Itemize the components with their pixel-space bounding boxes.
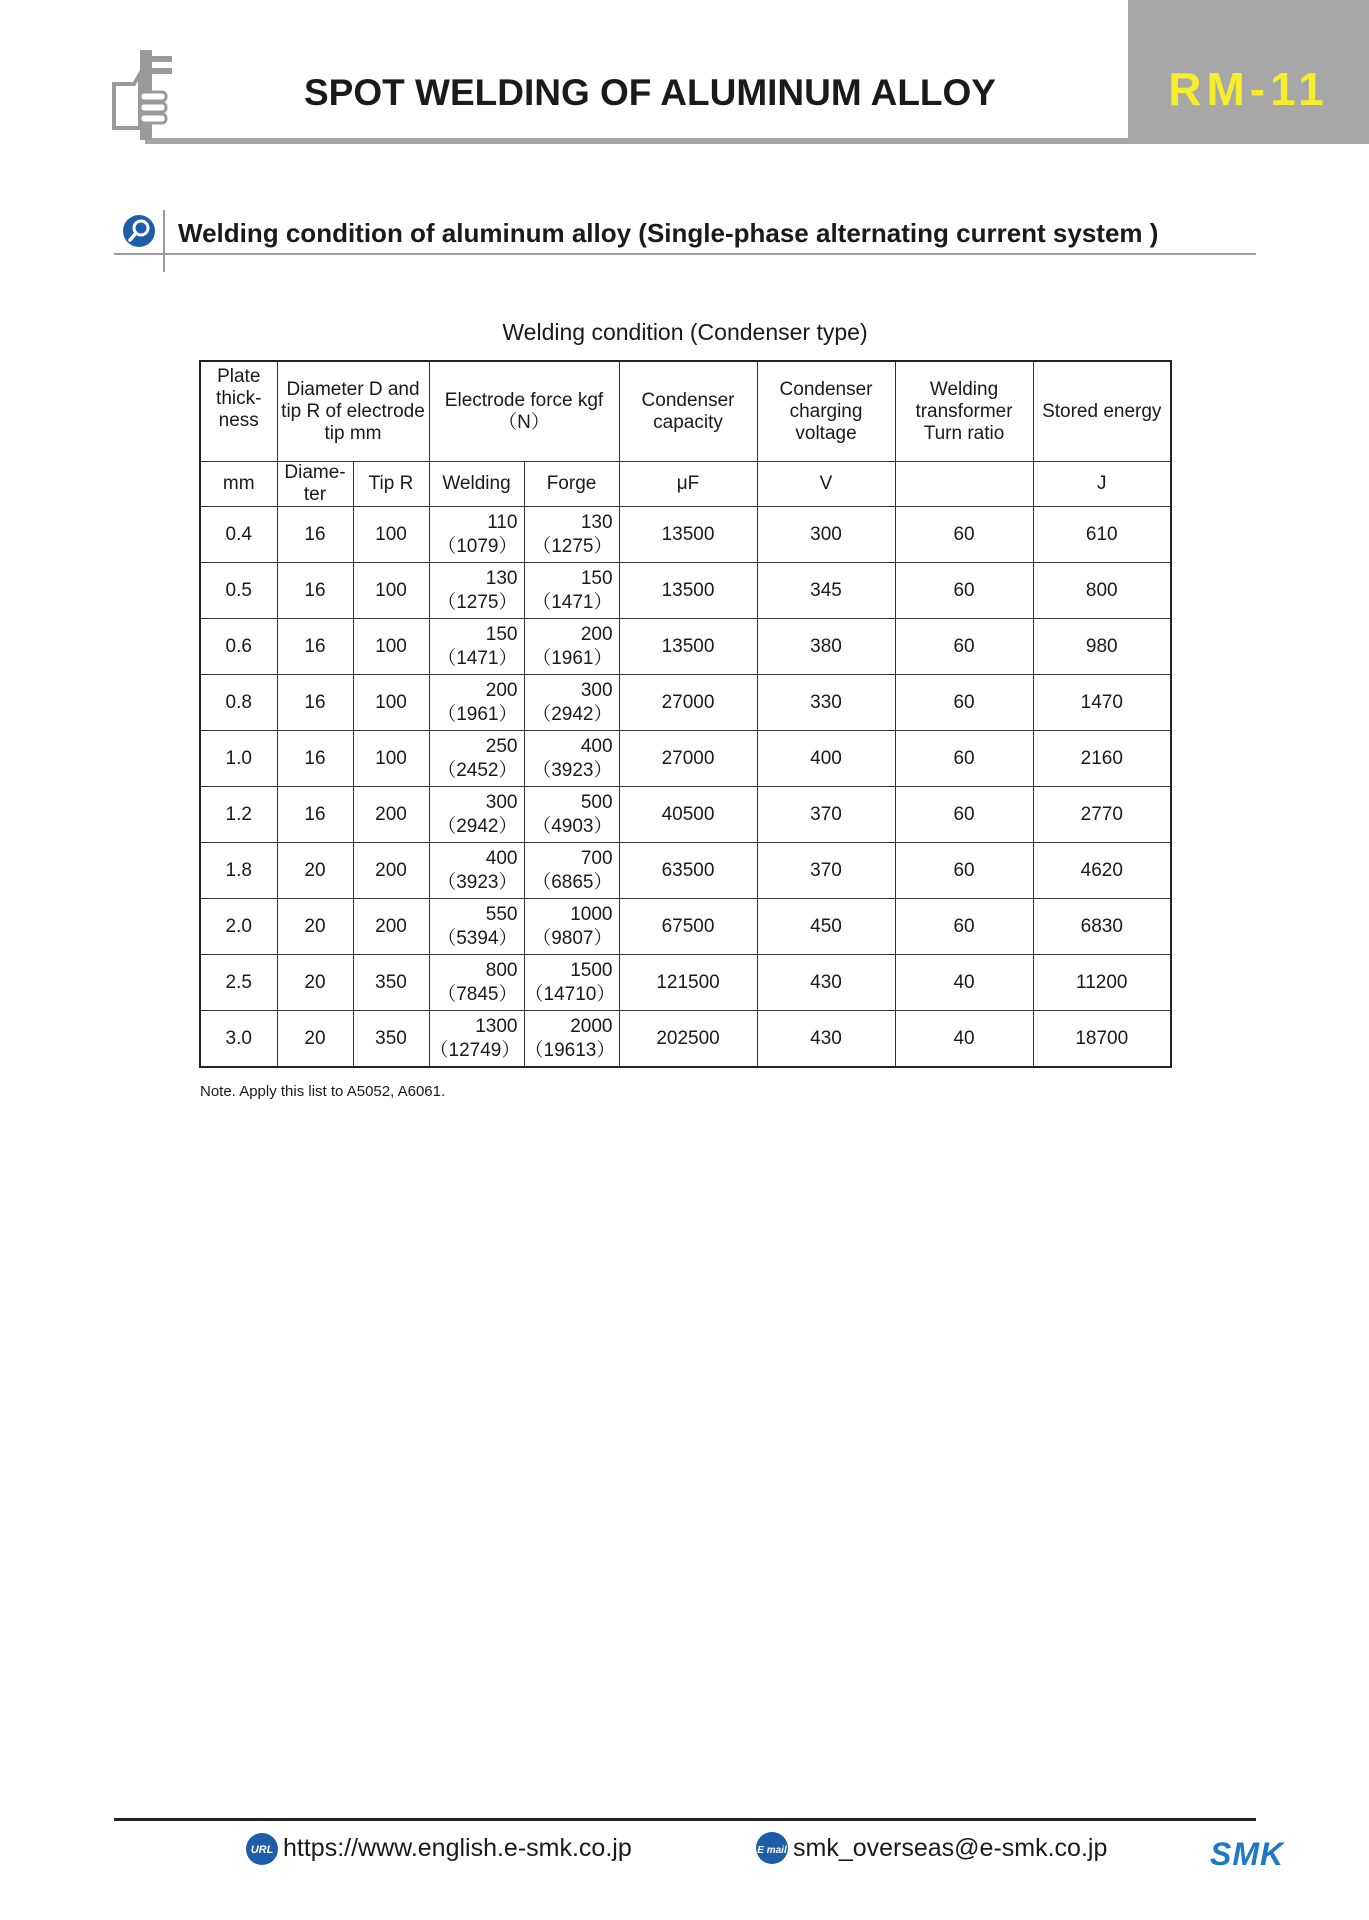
cell-capacity: 13500 xyxy=(619,619,757,675)
unit-plate: mm xyxy=(200,462,277,507)
cell-capacity: 121500 xyxy=(619,955,757,1011)
cell-energy: 11200 xyxy=(1033,955,1171,1011)
cell-forge-force-newton: （1961） xyxy=(532,647,613,669)
cell-forge-force-kgf: 400 xyxy=(580,735,613,757)
cell-forge-force-kgf: 300 xyxy=(580,679,613,701)
cell-forge-force-newton: （9807） xyxy=(532,927,613,949)
email-icon xyxy=(755,1830,789,1866)
footer-rule xyxy=(114,1818,1256,1821)
cell-welding-force-newton: （1471） xyxy=(437,647,518,669)
cell-forge-force-newton: （4903） xyxy=(532,815,613,837)
cell-thickness: 1.0 xyxy=(200,731,277,787)
cell-forge-force xyxy=(524,731,619,787)
cell-diameter: 16 xyxy=(277,787,353,843)
table-row xyxy=(200,675,1171,731)
col-condenser-capacity: Condenser capacity xyxy=(619,361,757,462)
cell-welding-force-newton: （12749） xyxy=(429,1039,521,1061)
cell-forge-force xyxy=(524,787,619,843)
cell-voltage: 300 xyxy=(757,507,895,563)
cell-tip-r: 350 xyxy=(353,955,429,1011)
cell-thickness: 1.2 xyxy=(200,787,277,843)
cell-forge-force xyxy=(524,507,619,563)
table-row xyxy=(200,619,1171,675)
cell-thickness: 0.4 xyxy=(200,507,277,563)
cell-forge-force-kgf: 1000 xyxy=(570,903,613,925)
cell-thickness: 1.8 xyxy=(200,843,277,899)
cell-diameter: 16 xyxy=(277,675,353,731)
cell-diameter: 16 xyxy=(277,619,353,675)
col-diameter-group: Diameter D and tip R of electrode tip mm xyxy=(277,361,429,462)
col-diameter: Diame- ter xyxy=(277,462,353,507)
cell-thickness: 0.6 xyxy=(200,619,277,675)
cell-forge-force-kgf: 200 xyxy=(580,623,613,645)
cell-capacity: 27000 xyxy=(619,675,757,731)
table-row xyxy=(200,563,1171,619)
cell-welding-force-newton: （1275） xyxy=(437,591,518,613)
cell-turn-ratio: 60 xyxy=(895,675,1033,731)
cell-forge-force-kgf: 1500 xyxy=(570,959,613,981)
mail-badge: E mail xyxy=(757,1845,787,1856)
cell-thickness: 3.0 xyxy=(200,1011,277,1068)
cell-forge-force-newton: （14710） xyxy=(524,983,616,1005)
cell-energy: 610 xyxy=(1033,507,1171,563)
cell-turn-ratio: 40 xyxy=(895,955,1033,1011)
cell-thickness: 0.5 xyxy=(200,563,277,619)
cell-voltage: 430 xyxy=(757,1011,895,1068)
table-row xyxy=(200,843,1171,899)
cell-capacity: 13500 xyxy=(619,563,757,619)
table-note: Note. Apply this list to A5052, A6061. xyxy=(200,1083,446,1100)
cell-welding-force xyxy=(429,675,524,731)
cell-capacity: 27000 xyxy=(619,731,757,787)
cell-turn-ratio: 60 xyxy=(895,843,1033,899)
section-divider-vertical xyxy=(163,210,165,272)
url-icon xyxy=(245,1832,279,1866)
cell-energy: 4620 xyxy=(1033,843,1171,899)
magnifier-icon xyxy=(122,214,156,248)
cell-welding-force-newton: （2942） xyxy=(437,815,518,837)
cell-forge-force-newton: （19613） xyxy=(524,1039,616,1061)
section-divider xyxy=(114,253,1256,255)
cell-welding-force xyxy=(429,1011,524,1068)
page-code: RM-11 xyxy=(1168,63,1329,115)
table-row xyxy=(200,731,1171,787)
table-row xyxy=(200,955,1171,1011)
cell-welding-force-kgf: 130 xyxy=(485,567,518,589)
unit-voltage: V xyxy=(757,462,895,507)
cell-capacity: 202500 xyxy=(619,1011,757,1068)
cell-turn-ratio: 60 xyxy=(895,619,1033,675)
cell-voltage: 330 xyxy=(757,675,895,731)
cell-welding-force xyxy=(429,563,524,619)
cell-welding-force xyxy=(429,787,524,843)
header-row-2 xyxy=(200,462,1171,507)
cell-tip-r: 100 xyxy=(353,619,429,675)
cell-turn-ratio: 40 xyxy=(895,1011,1033,1068)
cell-forge-force xyxy=(524,1011,619,1068)
cell-diameter: 16 xyxy=(277,563,353,619)
cell-forge-force-kgf: 700 xyxy=(580,847,613,869)
cell-voltage: 370 xyxy=(757,843,895,899)
cell-welding-force-kgf: 250 xyxy=(485,735,518,757)
url-badge: URL xyxy=(250,1844,274,1856)
cell-welding-force xyxy=(429,899,524,955)
col-stored-energy: Stored energy xyxy=(1033,361,1171,462)
footer-url-link[interactable]: https://www.english.e-smk.co.jp xyxy=(283,1834,632,1862)
cell-diameter: 20 xyxy=(277,955,353,1011)
cell-welding-force-newton: （1079） xyxy=(437,535,518,557)
cell-tip-r: 100 xyxy=(353,507,429,563)
cell-turn-ratio: 60 xyxy=(895,787,1033,843)
cell-forge-force xyxy=(524,955,619,1011)
table-row xyxy=(200,899,1171,955)
col-charging-voltage: Condenser charging voltage xyxy=(757,361,895,462)
cell-capacity: 63500 xyxy=(619,843,757,899)
table-caption: Welding condition (Condenser type) xyxy=(502,319,868,345)
cell-diameter: 16 xyxy=(277,731,353,787)
welding-condition-table xyxy=(199,360,1172,1068)
cell-voltage: 380 xyxy=(757,619,895,675)
cell-voltage: 400 xyxy=(757,731,895,787)
cell-energy: 6830 xyxy=(1033,899,1171,955)
cell-welding-force xyxy=(429,955,524,1011)
cell-welding-force xyxy=(429,619,524,675)
cell-forge-force-kgf: 150 xyxy=(580,567,613,589)
cell-thickness: 2.0 xyxy=(200,899,277,955)
cell-tip-r: 200 xyxy=(353,787,429,843)
cell-forge-force xyxy=(524,619,619,675)
cell-diameter: 20 xyxy=(277,843,353,899)
cell-welding-force-newton: （1961） xyxy=(437,703,518,725)
cell-energy: 2770 xyxy=(1033,787,1171,843)
cell-tip-r: 100 xyxy=(353,731,429,787)
cell-capacity: 67500 xyxy=(619,899,757,955)
cell-forge-force xyxy=(524,843,619,899)
cell-diameter: 16 xyxy=(277,507,353,563)
cell-welding-force-newton: （5394） xyxy=(437,927,518,949)
cell-tip-r: 200 xyxy=(353,843,429,899)
cell-welding-force xyxy=(429,843,524,899)
cell-welding-force-kgf: 800 xyxy=(485,959,518,981)
cell-turn-ratio: 60 xyxy=(895,563,1033,619)
cell-welding-force-kgf: 150 xyxy=(485,623,518,645)
cell-turn-ratio: 60 xyxy=(895,899,1033,955)
cell-forge-force-kgf: 130 xyxy=(580,511,613,533)
cell-welding-force-kgf: 550 xyxy=(485,903,518,925)
cell-tip-r: 100 xyxy=(353,563,429,619)
table-body xyxy=(200,507,1171,1068)
cell-turn-ratio: 60 xyxy=(895,731,1033,787)
cell-tip-r: 350 xyxy=(353,1011,429,1068)
cell-thickness: 2.5 xyxy=(200,955,277,1011)
cell-turn-ratio: 60 xyxy=(895,507,1033,563)
col-forge: Forge xyxy=(524,462,619,507)
cell-tip-r: 200 xyxy=(353,899,429,955)
col-electrode-force: Electrode force kgf（N） xyxy=(429,361,619,462)
table-row xyxy=(200,1011,1171,1068)
table-row xyxy=(200,507,1171,563)
cell-welding-force-kgf: 110 xyxy=(487,511,518,533)
cell-welding-force-newton: （7845） xyxy=(437,983,518,1005)
cell-forge-force-newton: （1471） xyxy=(532,591,613,613)
cell-energy: 2160 xyxy=(1033,731,1171,787)
col-welding: Welding xyxy=(429,462,524,507)
cell-capacity: 40500 xyxy=(619,787,757,843)
cell-forge-force xyxy=(524,563,619,619)
cell-welding-force-kgf: 1300 xyxy=(475,1015,518,1037)
cell-forge-force-newton: （2942） xyxy=(532,703,613,725)
unit-capacity: μF xyxy=(619,462,757,507)
table-row xyxy=(200,787,1171,843)
cell-forge-force-kgf: 500 xyxy=(580,791,613,813)
smk-logo: SMK xyxy=(1210,1836,1285,1872)
cell-welding-force-kgf: 300 xyxy=(485,791,518,813)
cell-energy: 980 xyxy=(1033,619,1171,675)
col-turn-ratio: Welding transformer Turn ratio xyxy=(895,361,1033,462)
cell-welding-force-kgf: 400 xyxy=(485,847,518,869)
cell-welding-force-kgf: 200 xyxy=(485,679,518,701)
section-title: Welding condition of aluminum alloy (Single-phase alternating current system ) xyxy=(178,218,1159,248)
cell-voltage: 345 xyxy=(757,563,895,619)
cell-diameter: 20 xyxy=(277,1011,353,1068)
cell-forge-force-newton: （3923） xyxy=(532,759,613,781)
cell-voltage: 370 xyxy=(757,787,895,843)
cell-forge-force-newton: （6865） xyxy=(532,871,613,893)
cell-forge-force-newton: （1275） xyxy=(532,535,613,557)
hand-plug-icon xyxy=(110,48,184,144)
cell-welding-force-newton: （2452） xyxy=(437,759,518,781)
footer-email-link[interactable]: smk_overseas@e-smk.co.jp xyxy=(793,1834,1108,1862)
cell-welding-force-newton: （3923） xyxy=(437,871,518,893)
unit-turn-ratio xyxy=(895,462,1033,507)
cell-forge-force xyxy=(524,675,619,731)
cell-welding-force xyxy=(429,731,524,787)
cell-forge-force-kgf: 2000 xyxy=(570,1015,613,1037)
cell-capacity: 13500 xyxy=(619,507,757,563)
cell-forge-force xyxy=(524,899,619,955)
unit-energy: J xyxy=(1033,462,1171,507)
cell-tip-r: 100 xyxy=(353,675,429,731)
cell-energy: 1470 xyxy=(1033,675,1171,731)
cell-energy: 800 xyxy=(1033,563,1171,619)
page-title: SPOT WELDING OF ALUMINUM ALLOY xyxy=(304,72,996,113)
col-plate-thickness: Plate thick- ness xyxy=(200,361,277,462)
header-row-1 xyxy=(200,361,1171,462)
cell-voltage: 450 xyxy=(757,899,895,955)
cell-welding-force xyxy=(429,507,524,563)
cell-thickness: 0.8 xyxy=(200,675,277,731)
cell-diameter: 20 xyxy=(277,899,353,955)
cell-energy: 18700 xyxy=(1033,1011,1171,1068)
col-tip-r: Tip R xyxy=(353,462,429,507)
cell-voltage: 430 xyxy=(757,955,895,1011)
